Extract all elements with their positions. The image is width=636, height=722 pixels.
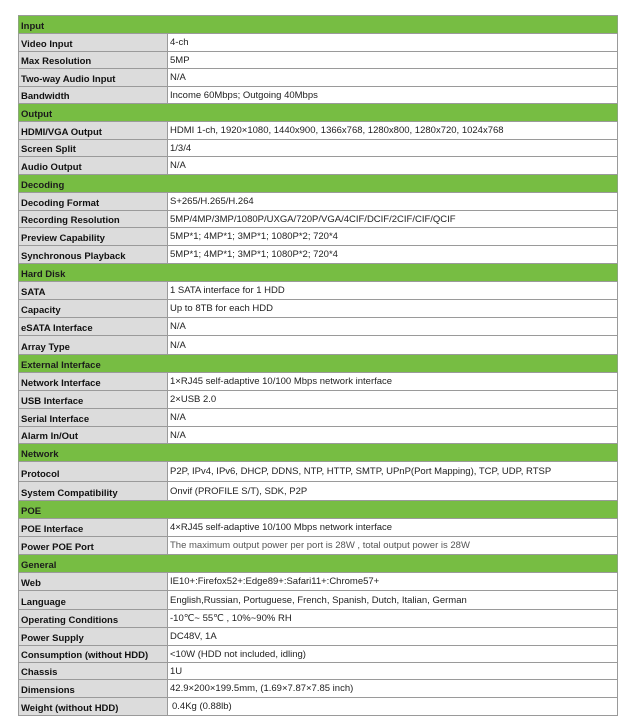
- spec-value: 1×RJ45 self-adaptive 10/100 Mbps network interface: [168, 373, 618, 390]
- spec-row: [18, 193, 618, 211]
- spec-value: 1 SATA interface for 1 HDD: [168, 282, 618, 299]
- spec-label: SATA: [18, 282, 168, 299]
- spec-table: [18, 15, 618, 716]
- spec-row: [18, 34, 618, 52]
- spec-label: Audio Output: [18, 157, 168, 174]
- spec-row: [18, 462, 618, 482]
- section-header-1: [18, 104, 618, 122]
- spec-row: [18, 628, 618, 646]
- spec-value: English,Russian, Portuguese, French, Spanish, Dutch, Italian, German: [168, 591, 618, 609]
- spec-value: The maximum output power per port is 28W , total output power is 28W: [168, 537, 618, 554]
- spec-value: S+265/H.265/H.264: [168, 193, 618, 210]
- spec-value: -10℃~ 55℃ , 10%~90% RH: [168, 610, 618, 627]
- section-title: Decoding: [21, 180, 65, 191]
- spec-label: Alarm In/Out: [18, 427, 168, 443]
- spec-label: Web: [18, 573, 168, 590]
- spec-label: POE Interface: [18, 519, 168, 536]
- spec-row: [18, 482, 618, 501]
- spec-row: [18, 228, 618, 246]
- spec-label: Power POE Port: [18, 537, 168, 554]
- spec-value: 4×RJ45 self-adaptive 10/100 Mbps network interface: [168, 519, 618, 536]
- section-header-2: [18, 175, 618, 193]
- spec-value: 5MP: [168, 52, 618, 68]
- spec-row: [18, 537, 618, 555]
- spec-label: Chassis: [18, 663, 168, 679]
- spec-label: Two-way Audio Input: [18, 69, 168, 86]
- spec-row: [18, 246, 618, 264]
- spec-value: 42.9×200×199.5mm, (1.69×7.87×7.85 inch): [168, 680, 618, 697]
- spec-value: N/A: [168, 427, 618, 443]
- spec-value: 1U: [168, 663, 618, 679]
- section-title: Output: [21, 109, 53, 120]
- spec-value: Onvif (PROFILE S/T), SDK, P2P: [168, 482, 618, 500]
- spec-label: Decoding Format: [18, 193, 168, 210]
- spec-value: 2×USB 2.0: [168, 391, 618, 408]
- spec-label: System Compatibility: [18, 482, 168, 500]
- spec-row: [18, 427, 618, 444]
- section-header-0: [18, 16, 618, 34]
- spec-value: N/A: [168, 318, 618, 335]
- section-header-6: [18, 501, 618, 519]
- spec-label: USB Interface: [18, 391, 168, 408]
- section-title: POE: [21, 506, 42, 517]
- spec-label: Protocol: [18, 462, 168, 481]
- spec-value: Up to 8TB for each HDD: [168, 300, 618, 317]
- spec-value: 4-ch: [168, 34, 618, 51]
- spec-value: HDMI 1-ch, 1920×1080, 1440x900, 1366x768, 1280x800, 1280x720, 1024x768: [168, 122, 618, 139]
- spec-label: eSATA Interface: [18, 318, 168, 335]
- spec-label: Recording Resolution: [18, 211, 168, 227]
- spec-value: Income 60Mbps; Outgoing 40Mbps: [168, 87, 618, 103]
- section-header-4: [18, 355, 618, 373]
- spec-row: [18, 52, 618, 69]
- spec-label: Power Supply: [18, 628, 168, 645]
- section-header-5: [18, 444, 618, 462]
- spec-row: [18, 300, 618, 318]
- spec-row: [18, 663, 618, 680]
- spec-row: [18, 157, 618, 175]
- spec-label: Array Type: [18, 336, 168, 354]
- spec-value: <10W (HDD not included, idling): [168, 646, 618, 662]
- spec-row: [18, 282, 618, 300]
- spec-label: Synchronous Playback: [18, 246, 168, 263]
- spec-row: [18, 122, 618, 140]
- spec-row: [18, 140, 618, 157]
- spec-row: [18, 373, 618, 391]
- spec-value: 5MP/4MP/3MP/1080P/UXGA/720P/VGA/4CIF/DCIF/2CIF/CIF/QCIF: [168, 211, 618, 227]
- spec-value: DC48V, 1A: [168, 628, 618, 645]
- spec-label: Video Input: [18, 34, 168, 51]
- spec-value: 1/3/4: [168, 140, 618, 156]
- spec-label: Dimensions: [18, 680, 168, 697]
- section-header-3: [18, 264, 618, 282]
- spec-value: P2P, IPv4, IPv6, DHCP, DDNS, NTP, HTTP, SMTP, UPnP(Port Mapping), TCP, UDP, RTSP: [168, 462, 618, 481]
- spec-row: [18, 211, 618, 228]
- spec-row: [18, 318, 618, 336]
- section-title: General: [21, 560, 57, 571]
- section-header-7: [18, 555, 618, 573]
- section-title: External Interface: [21, 360, 101, 371]
- spec-value: 0.4Kg (0.88lb): [168, 698, 618, 715]
- spec-row: [18, 698, 618, 716]
- spec-row: [18, 591, 618, 610]
- spec-row: [18, 69, 618, 87]
- spec-value: 5MP*1; 4MP*1; 3MP*1; 1080P*2; 720*4: [168, 246, 618, 263]
- section-title: Input: [21, 21, 45, 32]
- spec-label: Capacity: [18, 300, 168, 317]
- spec-value: 5MP*1; 4MP*1; 3MP*1; 1080P*2; 720*4: [168, 228, 618, 245]
- spec-label: Preview Capability: [18, 228, 168, 245]
- spec-value: IE10+:Firefox52+:Edge89+:Safari11+:Chrome57+: [168, 573, 618, 590]
- spec-row: [18, 409, 618, 427]
- spec-row: [18, 336, 618, 355]
- spec-row: [18, 646, 618, 663]
- spec-value: N/A: [168, 157, 618, 174]
- spec-label: Operating Conditions: [18, 610, 168, 627]
- spec-label: Weight (without HDD): [18, 698, 168, 715]
- spec-row: [18, 519, 618, 537]
- spec-row: [18, 391, 618, 409]
- section-title: Hard Disk: [21, 269, 66, 280]
- spec-label: Network Interface: [18, 373, 168, 390]
- section-title: Network: [21, 449, 59, 460]
- spec-value: N/A: [168, 336, 618, 354]
- spec-row: [18, 573, 618, 591]
- spec-label: Max Resolution: [18, 52, 168, 68]
- spec-value: N/A: [168, 409, 618, 426]
- spec-row: [18, 87, 618, 104]
- spec-label: Language: [18, 591, 168, 609]
- spec-value: N/A: [168, 69, 618, 86]
- spec-label: Bandwidth: [18, 87, 168, 103]
- spec-row: [18, 610, 618, 628]
- spec-label: Consumption (without HDD): [18, 646, 168, 662]
- spec-label: Serial Interface: [18, 409, 168, 426]
- spec-label: Screen Split: [18, 140, 168, 156]
- spec-row: [18, 680, 618, 698]
- spec-label: HDMI/VGA Output: [18, 122, 168, 139]
